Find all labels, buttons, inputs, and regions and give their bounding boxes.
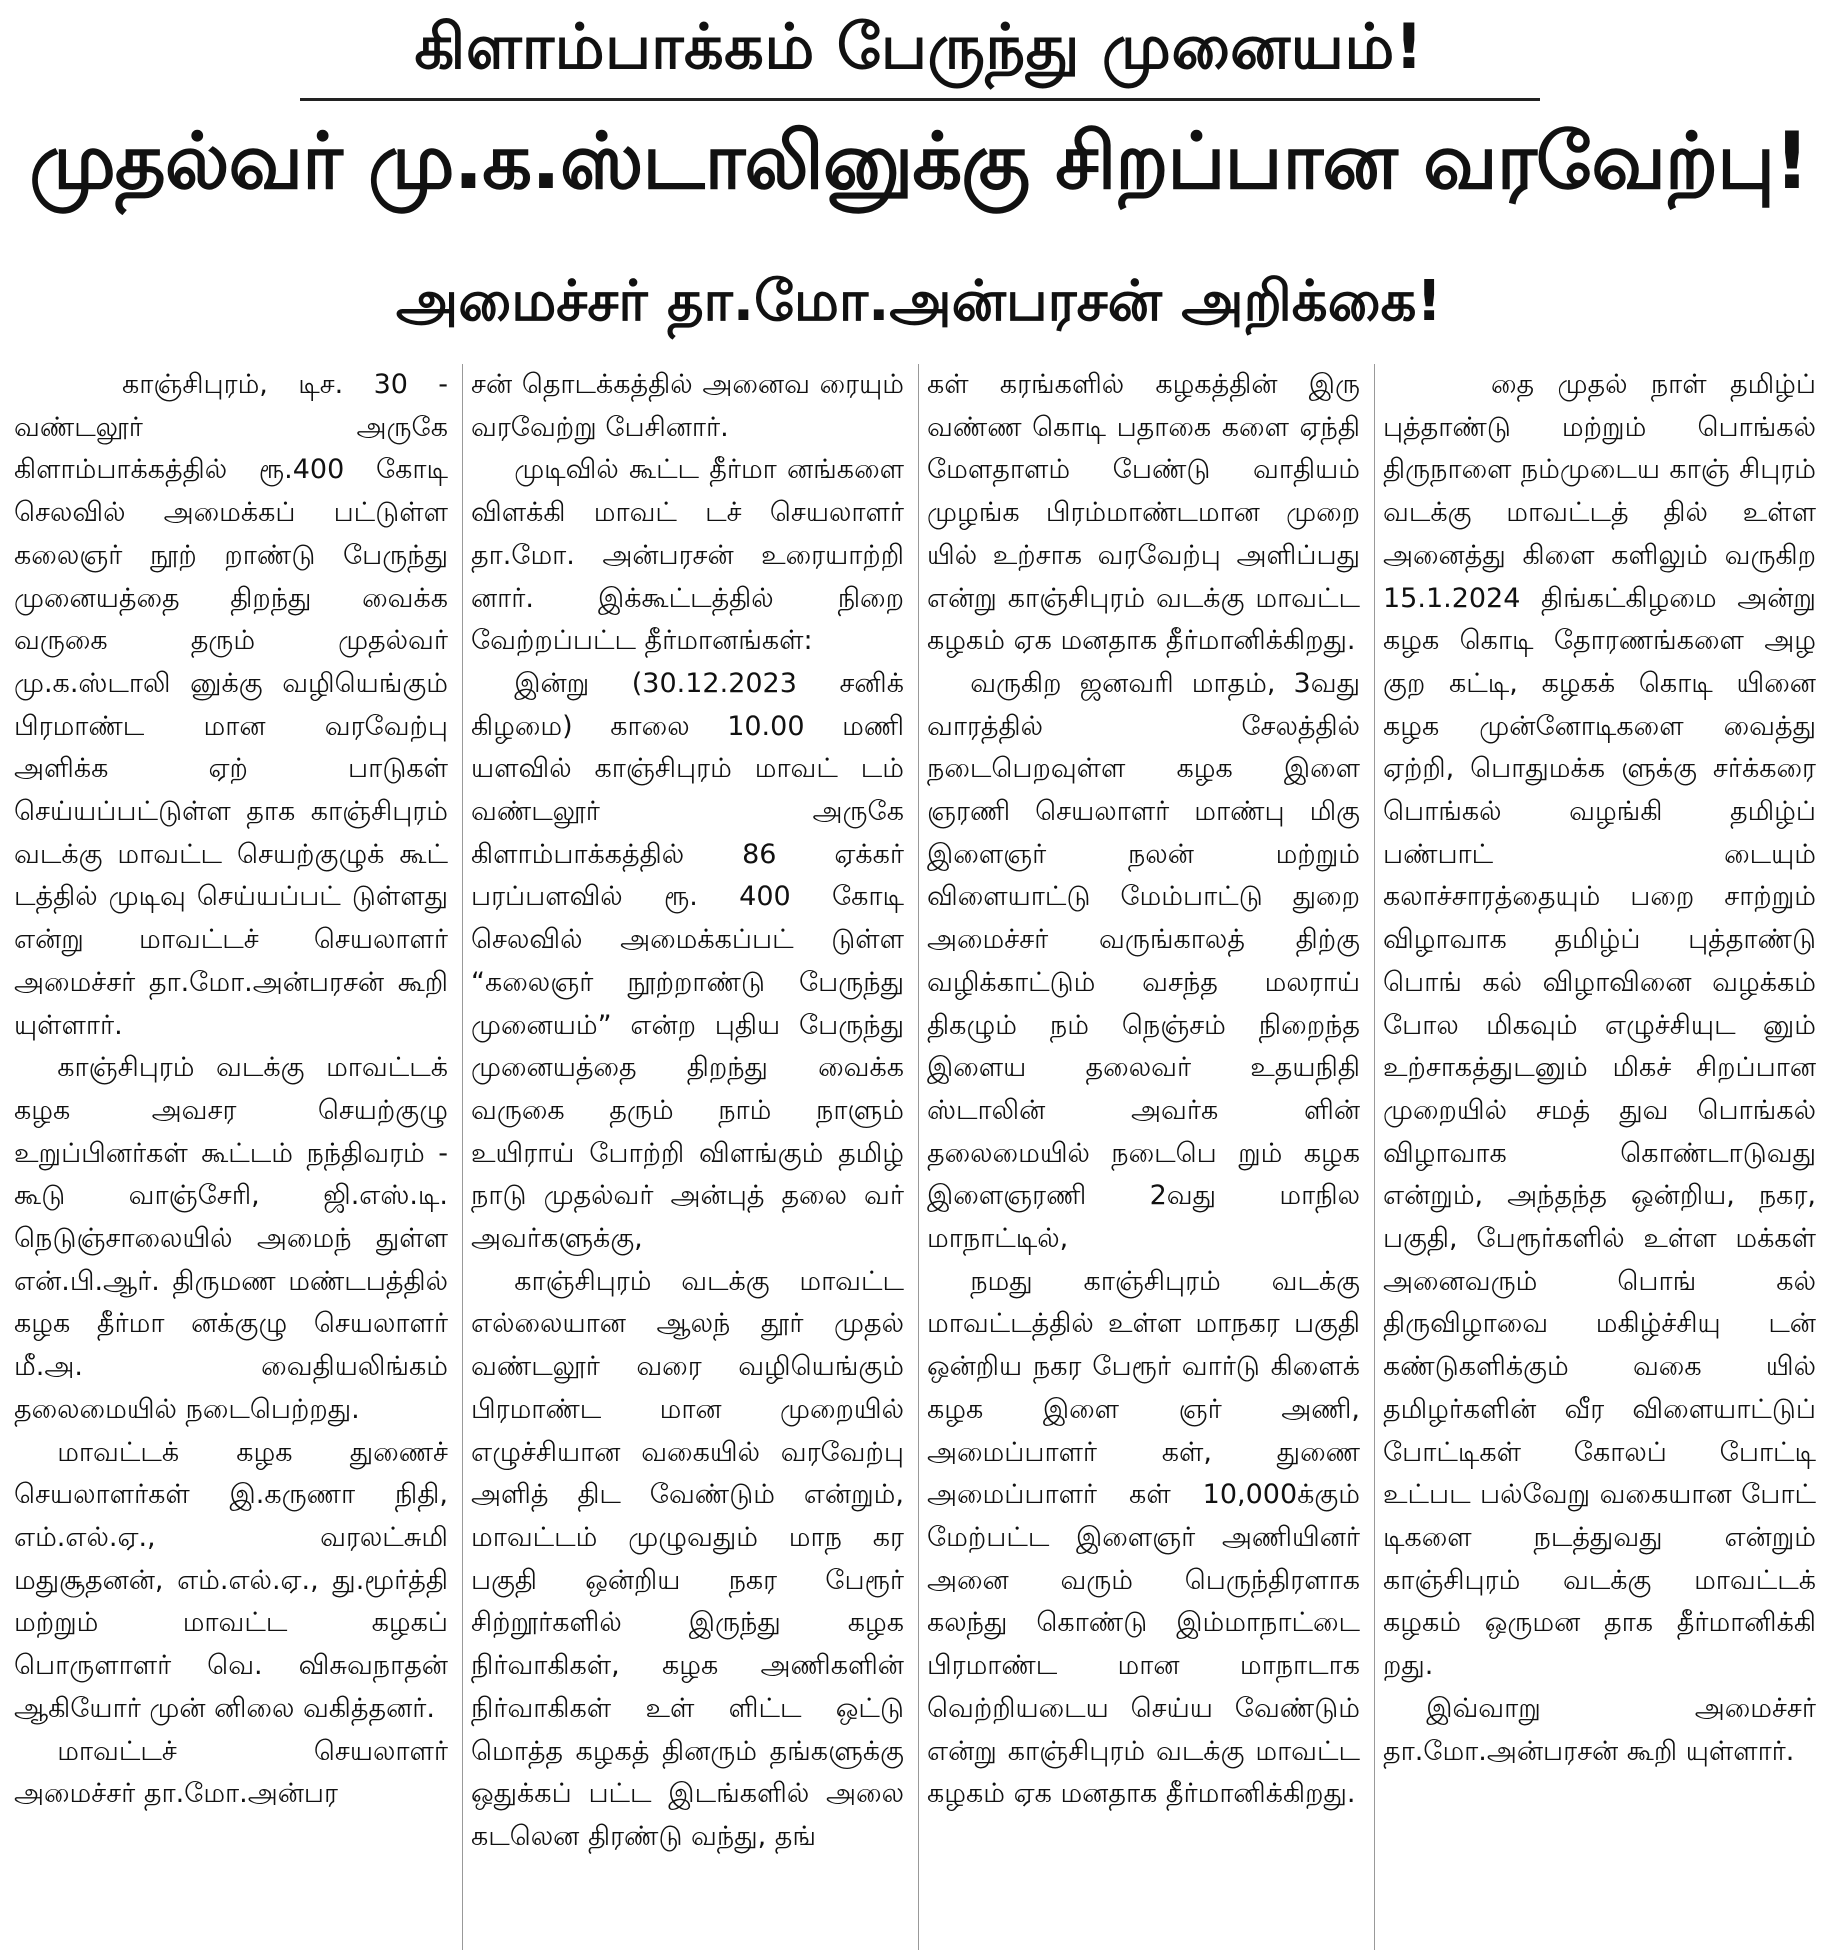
column-1 xyxy=(6,364,456,1950)
paragraph: கள் கரங்களில் கழகத்தின் இரு வண்ண கொடி பதாகை களை ஏந்தி மேளதாளம் பேண்டு வாதியம் முழங்க பிரம்மாண்டமான முறை யில் உற்சாக வரவேற்பு அளிப்பது என்று காஞ்சிபுரம் வடக்கு மாவட்ட கழகம் ஏக மனதாக தீர்மானிக்கிறது. xyxy=(927,369,1360,657)
paragraph: தை முதல் நாள் தமிழ்ப் புத்தாண்டு மற்றும் பொங்கல் திருநாளை நம்முடைய காஞ் சிபுரம் வடக்கு மாவட்டத் தில் உள்ள அனைத்து கிளை களிலும் வருகிற 15.1.2024 திங்கட்கிழமை அன்று கழக கொடி தோரணங்களை அழ குற கட்டி, கழகக் கொடி யினை கழக முன்னோடிகளை வைத்து ஏற்றி, பொதுமக்க ளுக்கு சர்க்கரை பொங்கல் வழங்கி தமிழ்ப் பண்பாட் டையும் கலாச்சாரத்தையும் பறை சாற்றும் விழாவாக தமிழ்ப் புத்தாண்டு பொங் கல் விழாவினை வழக்கம் போல மிகவும் எழுச்சியுட னும் உற்சாகத்துடனும் மிகச் சிறப்பான முறையில் சமத் துவ பொங்கல் விழாவாக கொண்டாடுவது என்றும், அந்தந்த ஒன்றிய, நகர, பகுதி, பேரூர்களில் உள்ள மக்கள் அனைவரும் பொங் கல் திருவிழாவை மகிழ்ச்சியு டன் கண்டுகளிக்கும் வகை யில் தமிழர்களின் வீர விளையாட்டுப் போட்டிகள் கோலப் போட்டி உட்பட பல்வேறு வகையான போட் டிகளை நடத்துவது என்றும் காஞ்சிபுரம் வடக்கு மாவட்டக் கழகம் ஒருமன தாக தீர்மானிக்கி றது. xyxy=(1383,369,1816,1682)
kicker-headline: கிளாம்பாக்கம் பேருந்து முனையம்! xyxy=(414,10,1424,83)
sub-headline: அமைச்சர் தா.மோ.அன்பரசன் அறிக்கை! xyxy=(396,269,1442,334)
column-3 xyxy=(918,364,1368,1950)
paragraph: காஞ்சிபுரம் வடக்கு மாவட்ட எல்லையான ஆலந் தூர் முதல் வண்டலூர் வரை வழியெங்கும் பிரமாண்ட மான முறையில் எழுச்சியான வகையில் வரவேற்பு அளித் திட வேண்டும் என்றும், மாவட்டம் முழுவதும் மாந கர பகுதி ஒன்றிய நகர பேரூர் சிற்றூர்களில் இருந்து கழக நிர்வாகிகள், கழக அணிகளின் நிர்வாகிகள் உள் ளிட்ட ஒட்டு மொத்த கழகத் தினரும் தங்களுக்கு ஒதுக்கப் பட்ட இடங்களில் அலை கடலென திரண்டு வந்து, தங் xyxy=(471,1265,904,1852)
column-2 xyxy=(462,364,912,1950)
paragraph: நமது காஞ்சிபுரம் வடக்கு மாவட்டத்தில் உள்ள மாநகர பகுதி ஒன்றிய நகர பேரூர் வார்டு கிளைக் கழக இளை ஞர் அணி, அமைப்பாளர் கள், துணை அமைப்பாளர் கள் 10,000க்கும் மேற்பட்ட இளைஞர் அணியினர் அனை வரும் பெருந்திரளாக கலந்து கொண்டு இம்மாநாட்டை பிரமாண்ட மான மாநாடாக வெற்றியடைய செய்ய வேண்டும் என்று காஞ்சிபுரம் வடக்கு மாவட்ட கழகம் ஏக மனதாக தீர்மானிக்கிறது. xyxy=(927,1265,1360,1810)
paragraph: சன் தொடக்கத்தில் அனைவ ரையும் வரவேற்று பேசினார். xyxy=(471,369,904,443)
paragraph: காஞ்சிபுரம், டிச. 30 - வண்டலூர் அருகே கிளாம்பாக்கத்தில் ரூ.400 கோடி செலவில் அமைக்கப் பட்டுள்ள கலைஞர் நூற் றாண்டு பேருந்து முனையத்தை திறந்து வைக்க வருகை தரும் முதல்வர் மு.க.ஸ்டாலி னுக்கு வழியெங்கும் பிரமாண்ட மான வரவேற்பு அளிக்க ஏற் பாடுகள் செய்யப்பட்டுள்ள தாக காஞ்சிபுரம் வடக்கு மாவட்ட செயற்குழுக் கூட் டத்தில் முடிவு செய்யப்பட் டுள்ளது என்று மாவட்டச் செயலாளர் அமைச்சர் தா.மோ.அன்பரசன் கூறி யுள்ளார். xyxy=(14,369,448,1041)
paragraph: மாவட்டச் செயலாளர் அமைச்சர் தா.மோ.அன்பர xyxy=(14,1735,448,1810)
paragraph: மாவட்டக் கழக துணைச் செயலாளர்கள் இ.கருணா நிதி, எம்.எல்.ஏ., வரலட்சுமி மதுசூதனன், எம்.எல்.ஏ., து.மூர்த்தி மற்றும் மாவட்ட கழகப் பொருளாளர் வெ. விசுவநாதன் ஆகியோர் முன் னிலை வகித்தனர். xyxy=(14,1436,448,1724)
article-body xyxy=(6,364,1832,1950)
paragraph: இவ்வாறு அமைச்சர் தா.மோ.அன்பரசன் கூறி யுள்ளார். xyxy=(1383,1692,1816,1767)
paragraph: காஞ்சிபுரம் வடக்கு மாவட்டக் கழக அவசர செயற்குழு உறுப்பினர்கள் கூட்டம் நந்திவரம் - கூடு வாஞ்சேரி, ஜி.எஸ்.டி. நெடுஞ்சாலையில் அமைந் துள்ள என்.பி.ஆர். திருமண மண்டபத்தில் கழக தீர்மா னக்குழு செயலாளர் மீ.அ. வைதியலிங்கம் தலைமையில் நடைபெற்றது. xyxy=(14,1052,448,1425)
column-4 xyxy=(1374,364,1824,1950)
main-headline: முதல்வர் மு.க.ஸ்டாலினுக்கு சிறப்பான வரவேற்பு! xyxy=(29,117,1809,207)
paragraph: வருகிற ஜனவரி மாதம், 3வது வாரத்தில் சேலத்தில் நடைபெறவுள்ள கழக இளை ஞரணி செயலாளர் மாண்பு மிகு இளைஞர் நலன் மற்றும் விளையாட்டு மேம்பாட்டு துறை அமைச்சர் வருங்காலத் திற்கு வழிக்காட்டும் வசந்த மலராய் திகழும் நம் நெஞ்சம் நிறைந்த இளைய தலைவர் உதயநிதி ஸ்டாலின் அவர்க ளின் தலைமையில் நடைபெ றும் கழக இளைஞரணி 2வது மாநில மாநாட்டில், xyxy=(927,667,1360,1255)
paragraph: முடிவில் கூட்ட தீர்மா னங்களை விளக்கி மாவட் டச் செயலாளர் தா.மோ. அன்பரசன் உரையாற்றி னார். இக்கூட்டத்தில் நிறை வேற்றப்பட்ட தீர்மானங்கள்: xyxy=(471,454,904,657)
paragraph: இன்று (30.12.2023 சனிக் கிழமை) காலை 10.00 மணி யளவில் காஞ்சிபுரம் மாவட் டம் வண்டலூர் அருகே கிளாம்பாக்கத்தில் 86 ஏக்கர் பரப்பளவில் ரூ. 400 கோடி செலவில் அமைக்கப்பட் டுள்ள “கலைஞர் நூற்றாண்டு பேருந்து முனையம்” என்ற புதிய பேருந்து முனையத்தை திறந்து வைக்க வருகை தரும் நாம் நாளும் உயிராய் போற்றி விளங்கும் தமிழ் நாடு முதல்வர் அன்புத் தலை வர் அவர்களுக்கு, xyxy=(471,667,904,1255)
kicker-underline xyxy=(300,98,1540,101)
